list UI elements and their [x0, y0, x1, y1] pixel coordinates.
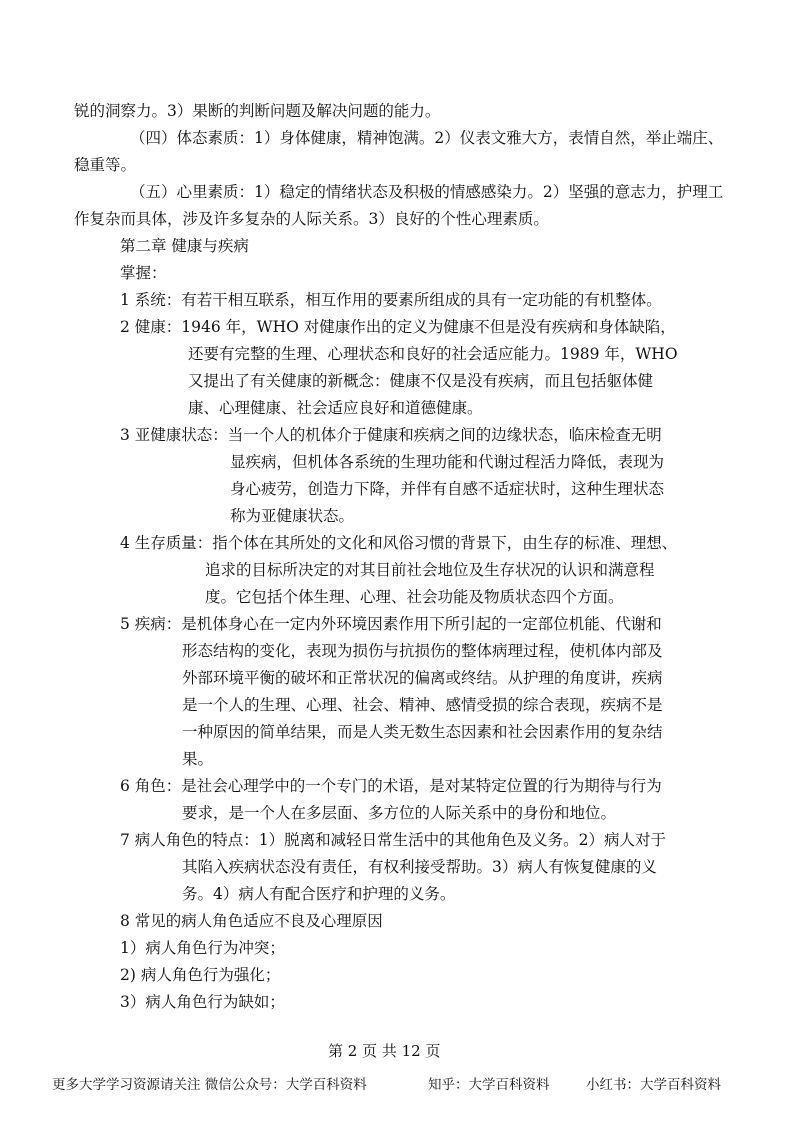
text-line: 又提出了有关健康的新概念：健康不仅是没有疾病，而且包括躯体健 [188, 372, 654, 390]
text-line: 1 系统：有若干相互联系，相互作用的要素所组成的具有一定功能的有机整体。 [120, 291, 662, 309]
text-line: 康、心理健康、社会适应良好和道德健康。 [188, 399, 483, 417]
page-number: 第 2 页 共 12 页 [328, 1042, 441, 1060]
footer-xiaohongshu: 小红书：大学百科资料 [586, 1077, 721, 1093]
list-item: 3）病人角色行为缺如； [120, 993, 285, 1011]
text-line: 8 常见的病人角色适应不良及心理原因 [120, 912, 383, 930]
list-item: 2) 病人角色行为强化； [120, 966, 281, 984]
chapter-heading: 第二章 健康与疾病 [120, 237, 249, 255]
text-line: 作复杂而具体，涉及许多复杂的人际关系。3）良好的个性心理素质。 [74, 210, 549, 228]
text-line: 是一个人的生理、心理、社会、精神、感情受损的综合表现，疾病不是 [182, 696, 663, 714]
text-line: 4 生存质量：指个体在其所处的文化和风俗习惯的背景下，由生存的标准、理想、 [120, 534, 678, 552]
section-label: 掌握： [120, 264, 167, 282]
text-line: 稳重等。 [74, 156, 137, 174]
text-line: 锐的洞察力。3）果断的判断问题及解决问题的能力。 [74, 102, 441, 120]
text-line: 7 病人角色的特点：1）脱离和减轻日常生活中的其他角色及义务。2）病人对于 [120, 831, 667, 849]
text-line: 称为亚健康状态。 [230, 507, 355, 525]
text-line: 度。它包括个体生理、心理、社会功能及物质状态四个方面。 [205, 588, 624, 606]
text-line: 要求，是一个人在多层面、多方位的人际关系中的身份和地位。 [182, 804, 617, 822]
text-line: 务。4）病人有配合医疗和护理的义务。 [182, 885, 456, 903]
text-line: （五）心里素质：1）稳定的情绪状态及积极的情感感染力。2）坚强的意志力，护理工 [130, 183, 724, 201]
text-line: 外部环境平衡的破坏和正常状况的偏离或终结。从护理的角度讲，疾病 [182, 669, 663, 687]
footer-wechat: 更多大学学习资源请关注 微信公众号：大学百科资料 [52, 1077, 367, 1093]
text-line: 还要有完整的生理、心理状态和良好的社会适应能力。1989 年，WHO [188, 345, 678, 363]
text-line: 一种原因的简单结果，而是人类无数生态因素和社会因素作用的复杂结 [182, 723, 663, 741]
text-line: （四）体态素质：1）身体健康，精神饱满。2）仪表文雅大方，表情自然，举止端庄、 [130, 129, 724, 147]
text-line: 身心疲劳，创造力下降，并伴有自感不适症状时，这种生理状态 [230, 480, 665, 498]
text-line: 果。 [182, 750, 214, 768]
list-item: 1）病人角色行为冲突； [120, 939, 285, 957]
text-line: 追求的目标所决定的对其目前社会地位及生存状况的认识和满意程 [205, 561, 655, 579]
text-line: 其陷入疾病状态没有责任，有权利接受帮助。3）病人有恢复健康的义 [182, 858, 657, 876]
footer-zhihu: 知乎：大学百科资料 [428, 1077, 550, 1093]
text-line: 3 亚健康状态：当一个人的机体介于健康和疾病之间的边缘状态，临床检查无明 [120, 426, 662, 444]
text-line: 显疾病，但机体各系统的生理功能和代谢过程活力降低，表现为 [230, 453, 665, 471]
text-line: 6 角色：是社会心理学中的一个专门的术语，是对某特定位置的行为期待与行为 [120, 777, 662, 795]
text-line: 形态结构的变化，表现为损伤与抗损伤的整体病理过程，使机体内部及 [182, 642, 663, 660]
text-line: 5 疾病：是机体身心在一定内外环境因素作用下所引起的一定部位机能、代谢和 [120, 615, 662, 633]
text-line: 2 健康：1946 年，WHO 对健康作出的定义为健康不但是没有疾病和身体缺陷， [120, 318, 676, 336]
